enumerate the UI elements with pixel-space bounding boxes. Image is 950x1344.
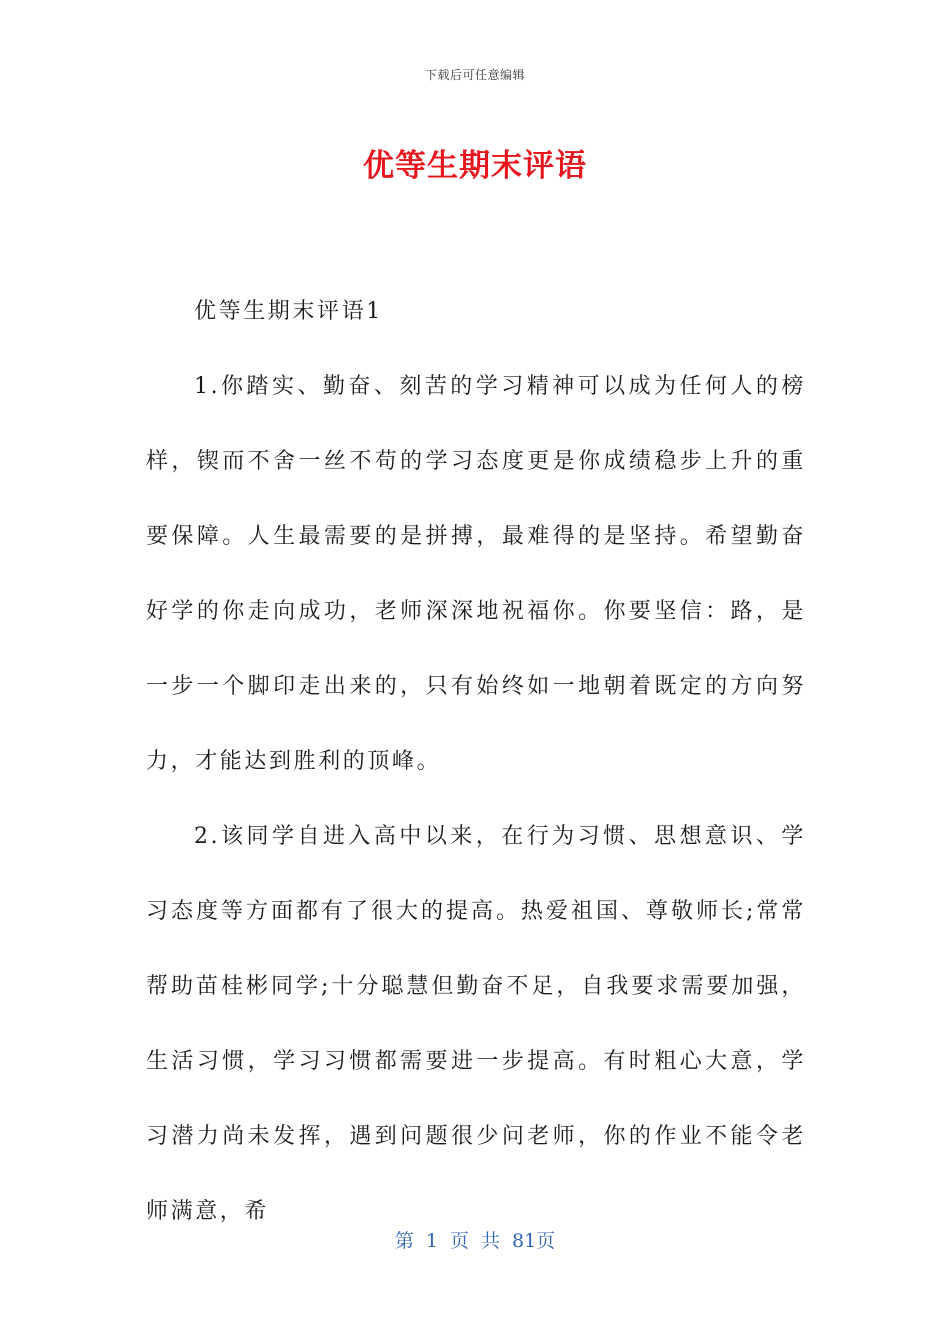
- paragraph-2: 2.该同学自进入高中以来，在行为习惯、思想意识、学习态度等方面都有了很大的提高。热爱祖国、尊敬师长;常常帮助苗桂彬同学;十分聪慧但勤奋不足，自我要求需要加强，生活习惯，学习习惯都需要进一步提高。有时粗心大意，学习潜力尚未发挥，遇到问题很少问老师，你的作业不能令老师满意，希: [146, 824, 806, 1224]
- section-heading: 优等生期末评语1: [194, 299, 383, 324]
- footer-total-pages: 81页: [511, 1230, 556, 1252]
- document-title: 优等生期末评语: [363, 148, 587, 184]
- footer-prefix: 第: [394, 1230, 414, 1252]
- paragraph-1: 1.你踏实、勤奋、刻苦的学习精神可以成为任何人的榜样，锲而不舍一丝不苟的学习态度更是你成绩稳步上升的重要保障。人生最需要的是拼搏，最难得的是坚持。希望勤奋好学的你走向成功，老师深深地祝福你。你要坚信：路，是一步一个脚印走出来的，只有始终如一地朝着既定的方向努力，才能达到胜利的顶峰。: [146, 374, 806, 774]
- header-note: 下载后可任意编辑: [424, 68, 525, 82]
- document-body: [146, 274, 806, 1249]
- footer-current-page: 1: [425, 1230, 438, 1252]
- page-footer: [0, 1226, 950, 1253]
- footer-middle: 页 共: [449, 1230, 500, 1252]
